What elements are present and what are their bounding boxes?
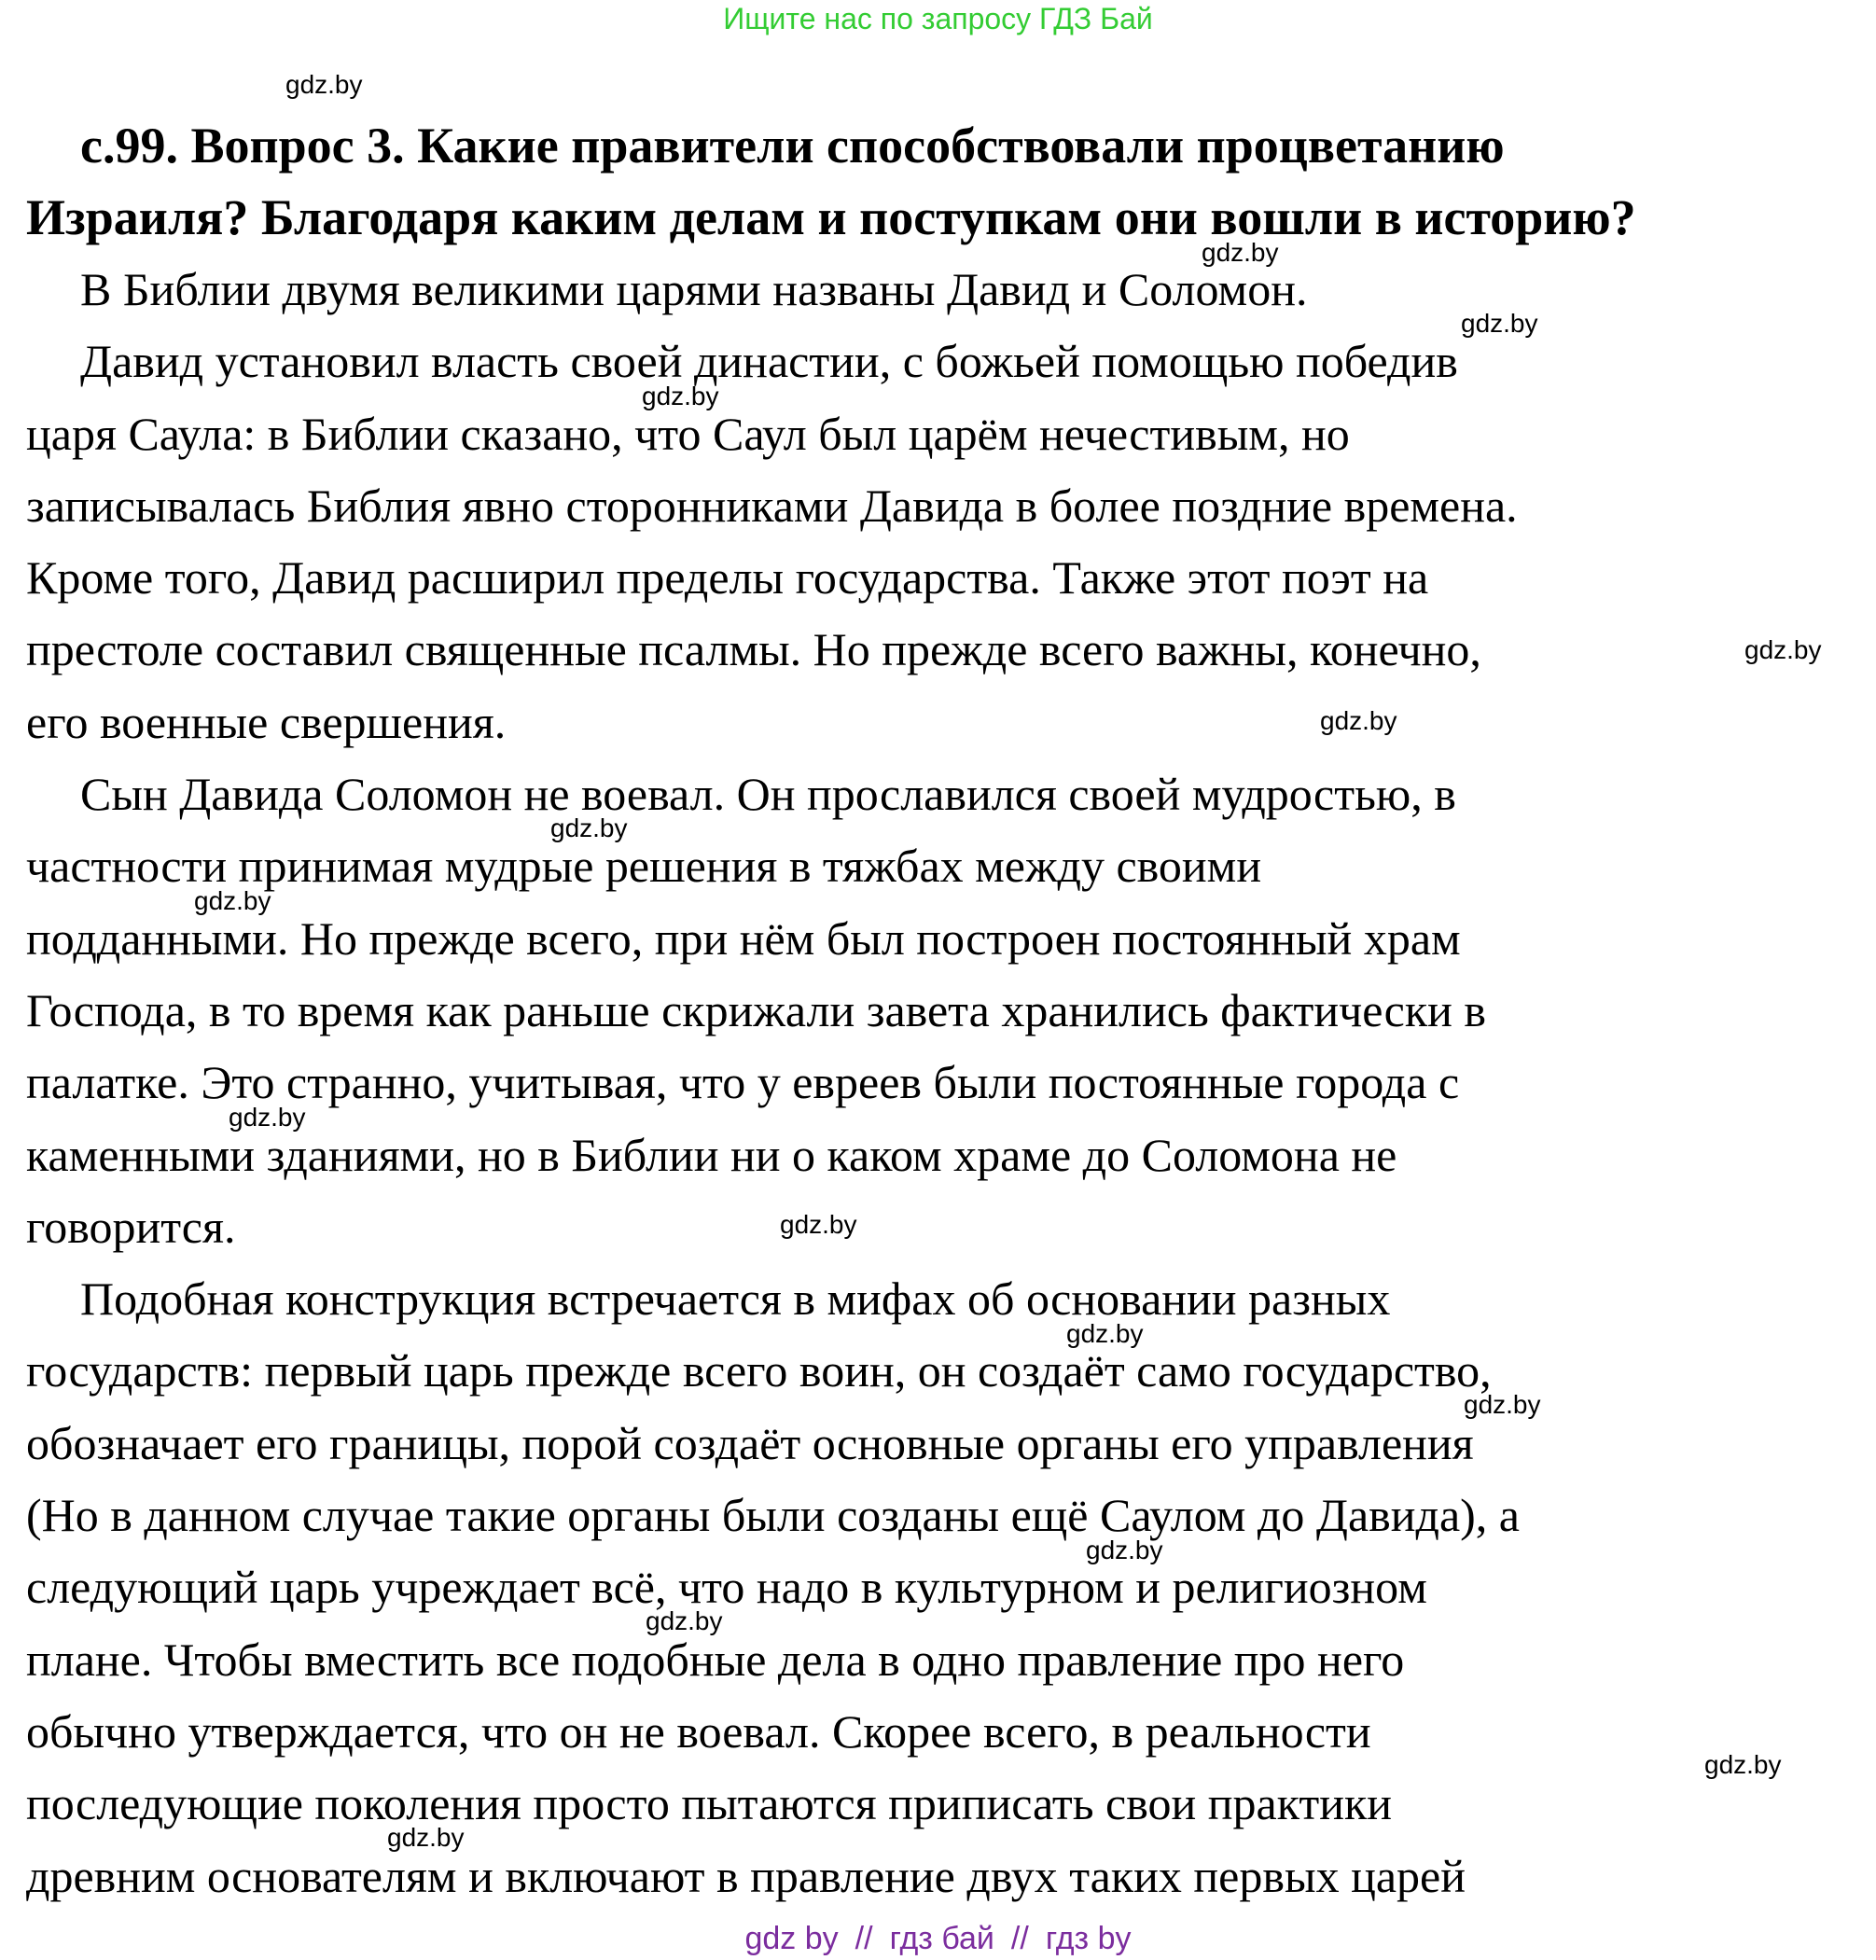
text-line: престоле составил священные псалмы. Но прежде всего важны, конечно,	[26, 623, 1481, 676]
text-line: Кроме того, Давид расширил пределы государства. Также этот поэт на	[26, 551, 1429, 605]
watermark: gdz.by	[1086, 1536, 1163, 1564]
watermark: gdz.by	[780, 1210, 857, 1239]
text-line: царя Саула: в Библии сказано, что Саул был царём нечестивым, но	[26, 407, 1350, 460]
text-line: частности принимая мудрые решения в тяжбах между своими	[26, 840, 1262, 893]
watermark: gdz.by	[1464, 1390, 1541, 1419]
text-line: последующие поколения просто пытаются приписать свои практики	[26, 1777, 1393, 1830]
text-line: палатке. Это странно, учитывая, что у евреев были постоянные города с	[26, 1056, 1460, 1109]
paragraph	[26, 758, 1855, 1263]
text-line: обозначает его границы, порой создаёт основные органы его управления	[26, 1416, 1474, 1469]
text-line: Сын Давида Соломон не воевал. Он прославился своей мудростью, в	[80, 768, 1456, 821]
text-line: (Но в данном случае такие органы были созданы ещё Саулом до Давида), а	[26, 1489, 1521, 1542]
watermark: gdz.by	[387, 1823, 465, 1852]
text-line: говорится.	[26, 1200, 236, 1253]
text-line: плане. Чтобы вместить все подобные дела в одно правление про него	[26, 1633, 1405, 1686]
question-heading	[26, 110, 1855, 254]
text-line: В Библии двумя великими царями названы Давид и Соломон.	[80, 263, 1308, 315]
footer-links	[0, 1920, 1876, 1957]
watermark: gdz.by	[1461, 309, 1538, 338]
text-line: государств: первый царь прежде всего воин, он создаёт само государство,	[26, 1344, 1492, 1397]
watermark: gdz.by	[1704, 1750, 1782, 1779]
watermark: gdz.by	[194, 886, 271, 915]
top-banner[interactable]: Ищите нас по запросу ГДЗ Бай	[723, 2, 1153, 35]
paragraph	[26, 326, 1855, 758]
text-line: Господа, в то время как раньше скрижали завета хранились фактически в	[26, 983, 1487, 1036]
watermark: gdz.by	[646, 1606, 723, 1635]
text-line: записывалась Библия явно сторонниками Давида в более поздние времена.	[26, 479, 1518, 532]
watermark: gdz.by	[1744, 635, 1822, 664]
text-line: Давид установил власть своей династии, с божьей помощью победив	[80, 335, 1458, 388]
text-line: Подобная конструкция встречается в мифах об основании разных	[80, 1272, 1391, 1326]
watermark: gdz.by	[285, 70, 363, 99]
paragraph	[26, 1263, 1855, 1912]
watermark: gdz.by	[1066, 1319, 1144, 1348]
text-line: древним основателям и включают в правление двух таких первых царей	[26, 1849, 1466, 1902]
watermark: gdz.by	[550, 813, 628, 842]
footer-link[interactable]: гдз бай	[889, 1921, 994, 1956]
text-line: следующий царь учреждает всё, что надо в культурном и религиозном	[26, 1561, 1427, 1614]
footer-separator: //	[1010, 1921, 1029, 1956]
footer-link[interactable]: gdz by	[744, 1921, 839, 1956]
paragraph	[26, 254, 1855, 326]
text-line: обычно утверждается, что он не воевал. Скорее всего, в реальности	[26, 1704, 1371, 1758]
footer-separator: //	[855, 1921, 873, 1956]
watermark: gdz.by	[1320, 706, 1397, 735]
heading-line: с.99. Вопрос 3. Какие правители способствовали процветанию	[80, 118, 1505, 174]
text-line: подданными. Но прежде всего, при нём был построен постоянный храм	[26, 911, 1461, 965]
footer-link[interactable]: гдз by	[1045, 1921, 1132, 1956]
answer-text	[26, 254, 1855, 1912]
text-line: его военные свершения.	[26, 695, 507, 748]
text-line: каменными зданиями, но в Библии ни о каком храме до Соломона не	[26, 1128, 1397, 1181]
watermark: gdz.by	[642, 382, 719, 410]
watermark: gdz.by	[229, 1103, 306, 1132]
watermark: gdz.by	[1202, 238, 1279, 267]
heading-line: Израиля? Благодаря каким делам и поступкам они вошли в историю?	[26, 189, 1636, 245]
